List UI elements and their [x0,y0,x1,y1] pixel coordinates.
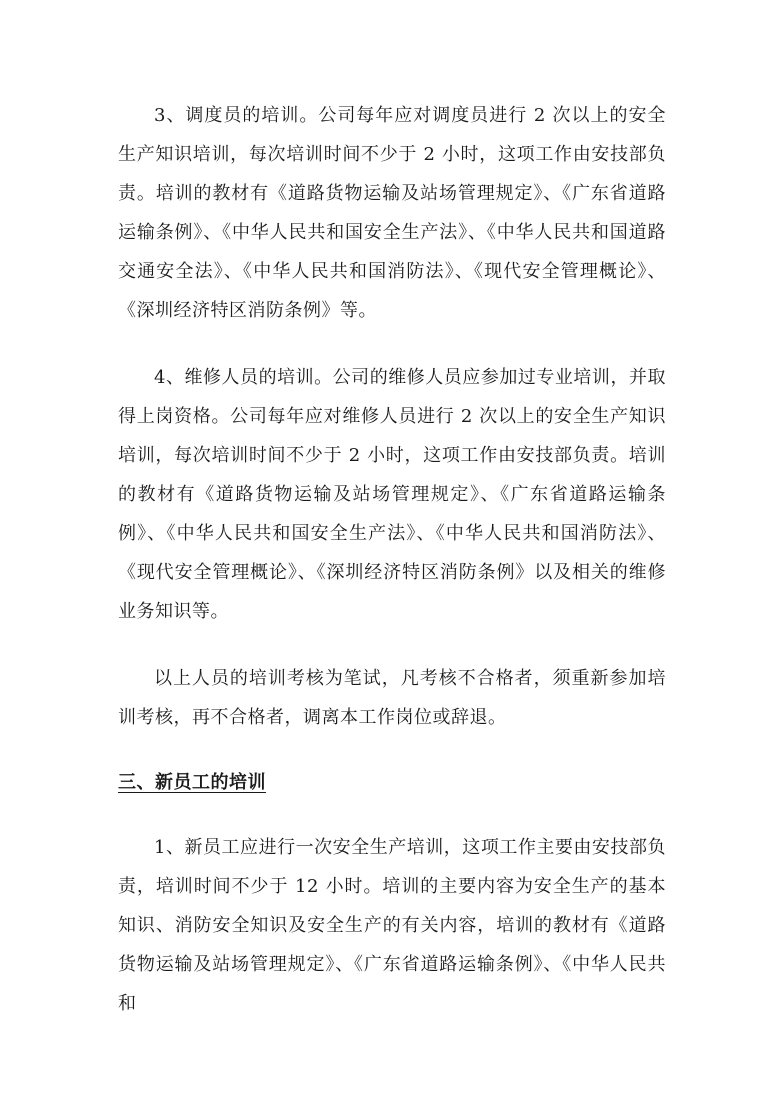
paragraph-assessment: 以上人员的培训考核为笔试，凡考核不合格者，须重新参加培训考核，再不合格者，调离本工作岗位或辞退。 [118,668,666,728]
paragraph-new-employee-training: 1、新员工应进行一次安全生产培训，这项工作主要由安技部负责，培训时间不少于 12 小时。培训的主要内容为安全生产的基本知识、消防安全知识及安全生产的有关内容，培训的教材有《道路货物运输及站场管理规定》、《广东省道路运输条例》、《中华人民共和 [118,837,666,1014]
document-page [118,96,666,1023]
paragraph-maintenance-training: 4、维修人员的培训。公司的维修人员应参加过专业培训，并取得上岗资格。公司每年应对维修人员进行 2 次以上的安全生产知识培训，每次培训时间不少于 2 小时，这项工作由安技部负责。培训的教材有《道路货物运输及站场管理规定》、《广东省道路运输条例》、《中华人民共和国安全生产法》、《中华人民共和国消防法》、《现代安全管理概论》、《深圳经济特区消防条例》以及相关的维修业务知识等。 [118,367,666,622]
section-heading-new-employee-training: 三、新员工的培训 [118,772,266,793]
paragraph-dispatcher-training: 3、调度员的培训。公司每年应对调度员进行 2 次以上的安全生产知识培训，每次培训时间不少于 2 小时，这项工作由安技部负责。培训的教材有《道路货物运输及站场管理规定》、《广东省道路运输条例》、《中华人民共和国安全生产法》、《中华人民共和国道路交通安全法》、《中华人民共和国消防法》、《现代安全管理概论》、《深圳经济特区消防条例》等。 [118,105,666,321]
